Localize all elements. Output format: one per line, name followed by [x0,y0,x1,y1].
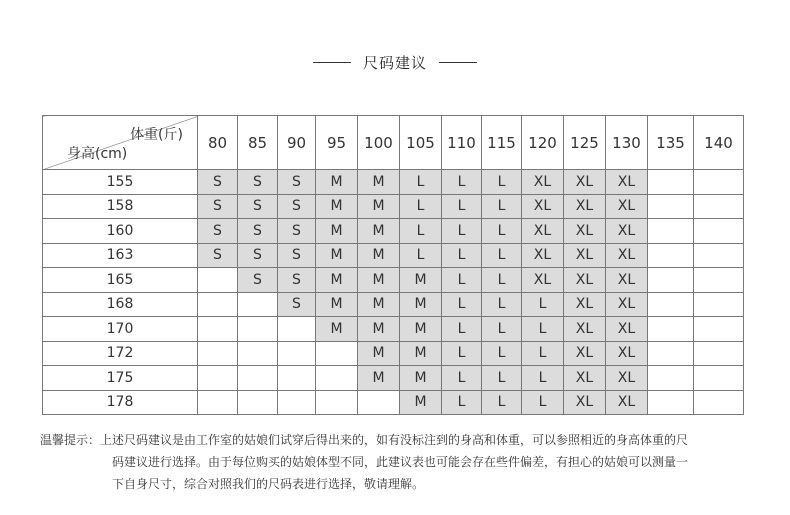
size-cell [238,366,278,391]
size-cell: L [482,268,522,293]
size-cell [648,268,694,293]
size-cell [198,366,238,391]
size-cell: S [238,170,278,195]
size-cell [316,341,358,366]
size-cell: M [316,194,358,219]
size-cell: L [442,341,482,366]
size-cell: M [316,317,358,342]
header-row [43,116,744,170]
size-cell: L [482,292,522,317]
size-cell [198,390,238,415]
size-cell: M [400,341,442,366]
size-cell [316,366,358,391]
height-cell: 160 [43,219,198,244]
table-row [43,219,744,244]
title-right-rule [439,62,477,63]
size-cell [238,317,278,342]
size-cell [694,170,744,195]
weight-header-cell: 120 [522,116,564,170]
size-cell [694,194,744,219]
size-cell: L [482,341,522,366]
height-cell: 168 [43,292,198,317]
size-cell [278,317,316,342]
title-text: 尺码建议 [362,53,427,72]
weight-header-cell: 115 [482,116,522,170]
size-cell: L [442,268,482,293]
size-cell: XL [606,317,648,342]
size-cell: XL [564,268,606,293]
height-cell: 155 [43,170,198,195]
size-cell [238,292,278,317]
size-cell [278,341,316,366]
size-cell: XL [522,243,564,268]
size-cell: XL [606,390,648,415]
size-cell: M [358,194,400,219]
table-row [43,268,744,293]
size-cell: XL [564,317,606,342]
size-cell: XL [606,268,648,293]
size-cell: XL [606,341,648,366]
size-cell: XL [522,268,564,293]
size-cell: L [482,243,522,268]
size-cell: M [400,366,442,391]
weight-header-cell: 125 [564,116,606,170]
height-cell: 170 [43,317,198,342]
height-axis-label: 身高(cm) [67,146,128,162]
size-cell: S [198,219,238,244]
size-cell: XL [606,292,648,317]
size-cell [316,390,358,415]
size-cell [694,341,744,366]
size-cell: XL [606,219,648,244]
table-row [43,292,744,317]
size-cell: L [400,194,442,219]
size-cell: L [482,317,522,342]
size-cell: L [522,341,564,366]
size-cell: L [482,219,522,244]
size-cell: L [522,366,564,391]
size-cell [198,292,238,317]
size-cell: S [278,268,316,293]
size-cell [648,194,694,219]
note-line-1: 温馨提示：上述尺码建议是由工作室的姑娘们试穿后得出来的，如有没标注到的身高和体重，可以参照相近的身高体重的尺 [40,433,689,447]
table-row [43,341,744,366]
size-cell: M [400,268,442,293]
size-cell [198,317,238,342]
size-cell: M [316,243,358,268]
size-cell [278,366,316,391]
height-cell: 158 [43,194,198,219]
size-cell: XL [564,194,606,219]
size-cell: M [358,366,400,391]
table-row [43,243,744,268]
size-cell [238,390,278,415]
size-cell: S [238,268,278,293]
note-line-3: 下自身尺寸，综合对照我们的尺码表进行选择，敬请理解。 [112,477,425,491]
size-cell: S [278,292,316,317]
size-cell: M [316,170,358,195]
size-cell: L [482,366,522,391]
title-left-rule [313,62,351,63]
size-cell: L [482,170,522,195]
corner-header-cell [43,116,198,170]
weight-header-cell: 130 [606,116,648,170]
size-cell [648,390,694,415]
size-cell: L [522,317,564,342]
size-cell: S [278,243,316,268]
table-row [43,170,744,195]
size-cell: L [400,219,442,244]
weight-axis-label: 体重(斤) [130,127,183,143]
size-cell [648,243,694,268]
size-cell: L [442,170,482,195]
size-cell: XL [564,170,606,195]
size-cell: S [278,194,316,219]
size-cell: L [522,390,564,415]
size-cell: S [198,170,238,195]
size-cell: L [442,366,482,391]
height-cell: 172 [43,341,198,366]
size-cell: M [358,243,400,268]
size-cell: L [482,194,522,219]
size-cell: M [358,268,400,293]
size-cell: XL [564,366,606,391]
size-cell [694,243,744,268]
size-cell: M [358,219,400,244]
size-cell: L [400,170,442,195]
table-row [43,317,744,342]
size-cell: M [400,292,442,317]
size-note [40,429,760,495]
size-cell [694,292,744,317]
size-cell [358,390,400,415]
size-cell: M [358,292,400,317]
size-cell: XL [606,243,648,268]
weight-header-cell: 140 [694,116,744,170]
weight-header-cell: 110 [442,116,482,170]
size-cell: M [358,317,400,342]
height-cell: 175 [43,366,198,391]
size-cell [648,219,694,244]
size-cell: M [400,317,442,342]
size-cell: S [238,219,278,244]
size-cell: XL [564,243,606,268]
size-cell: XL [606,194,648,219]
size-cell: M [316,268,358,293]
size-cell [694,390,744,415]
size-cell: M [358,170,400,195]
size-cell: L [400,243,442,268]
size-cell [238,341,278,366]
size-cell: M [316,292,358,317]
size-cell: XL [606,366,648,391]
size-cell: XL [522,194,564,219]
size-cell: S [198,194,238,219]
weight-header-cell: 95 [316,116,358,170]
size-cell: XL [564,292,606,317]
note-line-2: 码建议进行选择。由于每位购买的姑娘体型不同，此建议表也可能会存在些件偏差，有担心的姑娘可以测量一 [112,455,689,469]
size-cell: XL [564,219,606,244]
size-cell: XL [564,390,606,415]
size-cell [694,317,744,342]
size-cell: XL [606,170,648,195]
weight-header-cell: 90 [278,116,316,170]
size-cell: L [482,390,522,415]
size-cell: S [198,243,238,268]
size-cell [648,341,694,366]
table-row [43,194,744,219]
size-cell: M [400,390,442,415]
size-cell: S [238,194,278,219]
weight-header-cell: 80 [198,116,238,170]
size-cell: XL [522,219,564,244]
weight-header-cell: 105 [400,116,442,170]
size-cell: S [278,170,316,195]
size-cell: M [358,341,400,366]
size-cell: L [522,292,564,317]
size-cell [648,292,694,317]
table-row [43,390,744,415]
table-row [43,366,744,391]
size-cell [694,366,744,391]
size-cell: M [316,219,358,244]
size-chart-table [42,115,744,415]
size-cell: L [442,243,482,268]
height-cell: 163 [43,243,198,268]
size-cell: L [442,317,482,342]
size-cell [198,341,238,366]
weight-header-cell: 135 [648,116,694,170]
weight-header-cell: 85 [238,116,278,170]
size-cell: L [442,390,482,415]
size-cell [648,170,694,195]
size-cell [198,268,238,293]
size-cell: XL [522,170,564,195]
height-cell: 178 [43,390,198,415]
size-cell: L [442,194,482,219]
size-cell [648,366,694,391]
section-title [0,50,790,74]
size-cell [694,268,744,293]
size-cell [694,219,744,244]
weight-header-cell: 100 [358,116,400,170]
size-cell: S [238,243,278,268]
height-cell: 165 [43,268,198,293]
size-cell: L [442,292,482,317]
size-cell [648,317,694,342]
size-cell [278,390,316,415]
size-cell: L [442,219,482,244]
size-cell: S [278,219,316,244]
size-cell: XL [564,341,606,366]
